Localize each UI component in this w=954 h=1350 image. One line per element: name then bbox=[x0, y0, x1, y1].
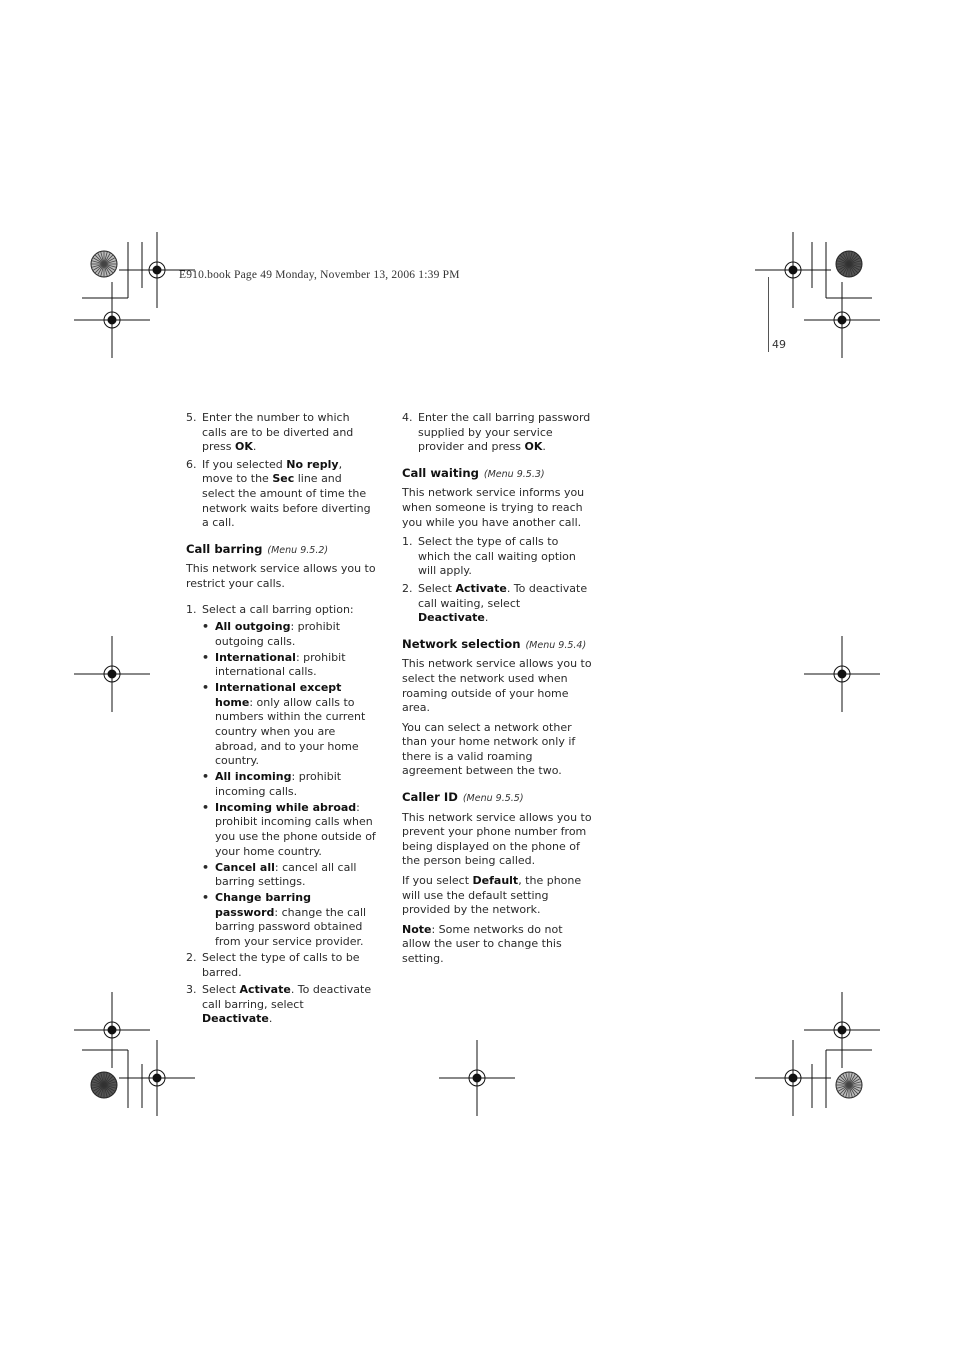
barring-option: • All incoming: prohibit incoming calls. bbox=[202, 770, 342, 798]
barring-step-2: 2. Select the type of calls to be barred. bbox=[186, 950, 360, 979]
bullet-icon: • bbox=[202, 891, 210, 905]
caller-id-p1: This network service allows you to prevent your phone number from being displayed on the phone of the person being called. bbox=[402, 810, 592, 868]
section-heading-call-waiting: Call waiting (Menu 9.5.3) bbox=[402, 465, 545, 480]
left-column bbox=[186, 411, 376, 1030]
registration-mark bbox=[108, 316, 116, 324]
bullet-icon: • bbox=[202, 770, 210, 784]
network-selection-p2: You can select a network other than your home network only if there is a valid roaming agreement between the two. bbox=[402, 720, 576, 778]
registration-mark bbox=[153, 266, 161, 274]
barring-option: • Incoming while abroad: prohibit incoming calls when you use the phone outside of your home country. bbox=[202, 800, 376, 858]
section-heading-call-barring: Call barring (Menu 9.5.2) bbox=[186, 541, 329, 556]
registration-mark bbox=[153, 1074, 161, 1082]
barring-option: • International: prohibit international calls. bbox=[202, 650, 346, 679]
bullet-icon: • bbox=[202, 681, 210, 695]
network-selection-p1: This network service allows you to select the network used when roaming outside of your home area. bbox=[402, 657, 592, 715]
waiting-step-2: 2. Select Activate. To deactivate call waiting, select Deactivate. bbox=[402, 581, 588, 625]
waiting-step-1: 1. Select the type of calls to which the call waiting option will apply. bbox=[402, 535, 576, 578]
call-waiting-intro: This network service informs you when someone is trying to reach you while you have another call. bbox=[402, 486, 585, 529]
bullet-icon: • bbox=[202, 860, 210, 874]
registration-mark bbox=[838, 316, 846, 324]
bullet-icon: • bbox=[202, 650, 210, 664]
registration-mark bbox=[108, 1026, 116, 1034]
barring-option: • All outgoing: prohibit outgoing calls. bbox=[202, 620, 341, 648]
bullet-icon: • bbox=[202, 800, 210, 814]
bullet-icon: • bbox=[202, 620, 210, 634]
right-column bbox=[402, 411, 592, 972]
page-number: 49 bbox=[772, 338, 786, 351]
registration-mark bbox=[789, 266, 797, 274]
call-barring-intro: This network service allows you to restrict your calls. bbox=[186, 562, 376, 590]
registration-mark bbox=[838, 1026, 846, 1034]
barring-option: • Change barring password: change the call barring password obtained from your service provider. bbox=[202, 891, 367, 948]
caller-id-note: Note: Some networks do not allow the user to change this setting. bbox=[402, 922, 563, 965]
section-heading-network-selection: Network selection (Menu 9.5.4) bbox=[402, 636, 587, 651]
registration-mark bbox=[838, 670, 846, 678]
barring-step-4: 4. Enter the call barring password supplied by your service provider and press OK. bbox=[402, 411, 591, 454]
step-5: 5. Enter the number to which calls are to be diverted and press OK. bbox=[186, 411, 354, 454]
barring-step-1: 1. Select a call barring option: bbox=[186, 602, 354, 616]
barring-option: • International except home: only allow calls to numbers within the current country when you are abroad, and to your home country. bbox=[202, 681, 366, 768]
barring-option: • Cancel all: cancel all call barring settings. bbox=[202, 860, 357, 889]
step-6: 6. If you selected No reply, move to the Sec line and select the amount of time the network waits before diverting a call. bbox=[186, 457, 371, 530]
registration-mark bbox=[789, 1074, 797, 1082]
registration-mark bbox=[473, 1074, 481, 1082]
print-header: E910.book Page 49 Monday, November 13, 2006 1:39 PM bbox=[179, 269, 460, 281]
registration-mark bbox=[108, 670, 116, 678]
barring-options-list bbox=[186, 620, 376, 949]
page-number-rule bbox=[768, 277, 769, 352]
barring-step-3: 3. Select Activate. To deactivate call barring, select Deactivate. bbox=[186, 983, 372, 1026]
section-heading-caller-id: Caller ID (Menu 9.5.5) bbox=[402, 790, 524, 805]
caller-id-p2: If you select Default, the phone will use the default setting provided by the network. bbox=[402, 874, 582, 917]
